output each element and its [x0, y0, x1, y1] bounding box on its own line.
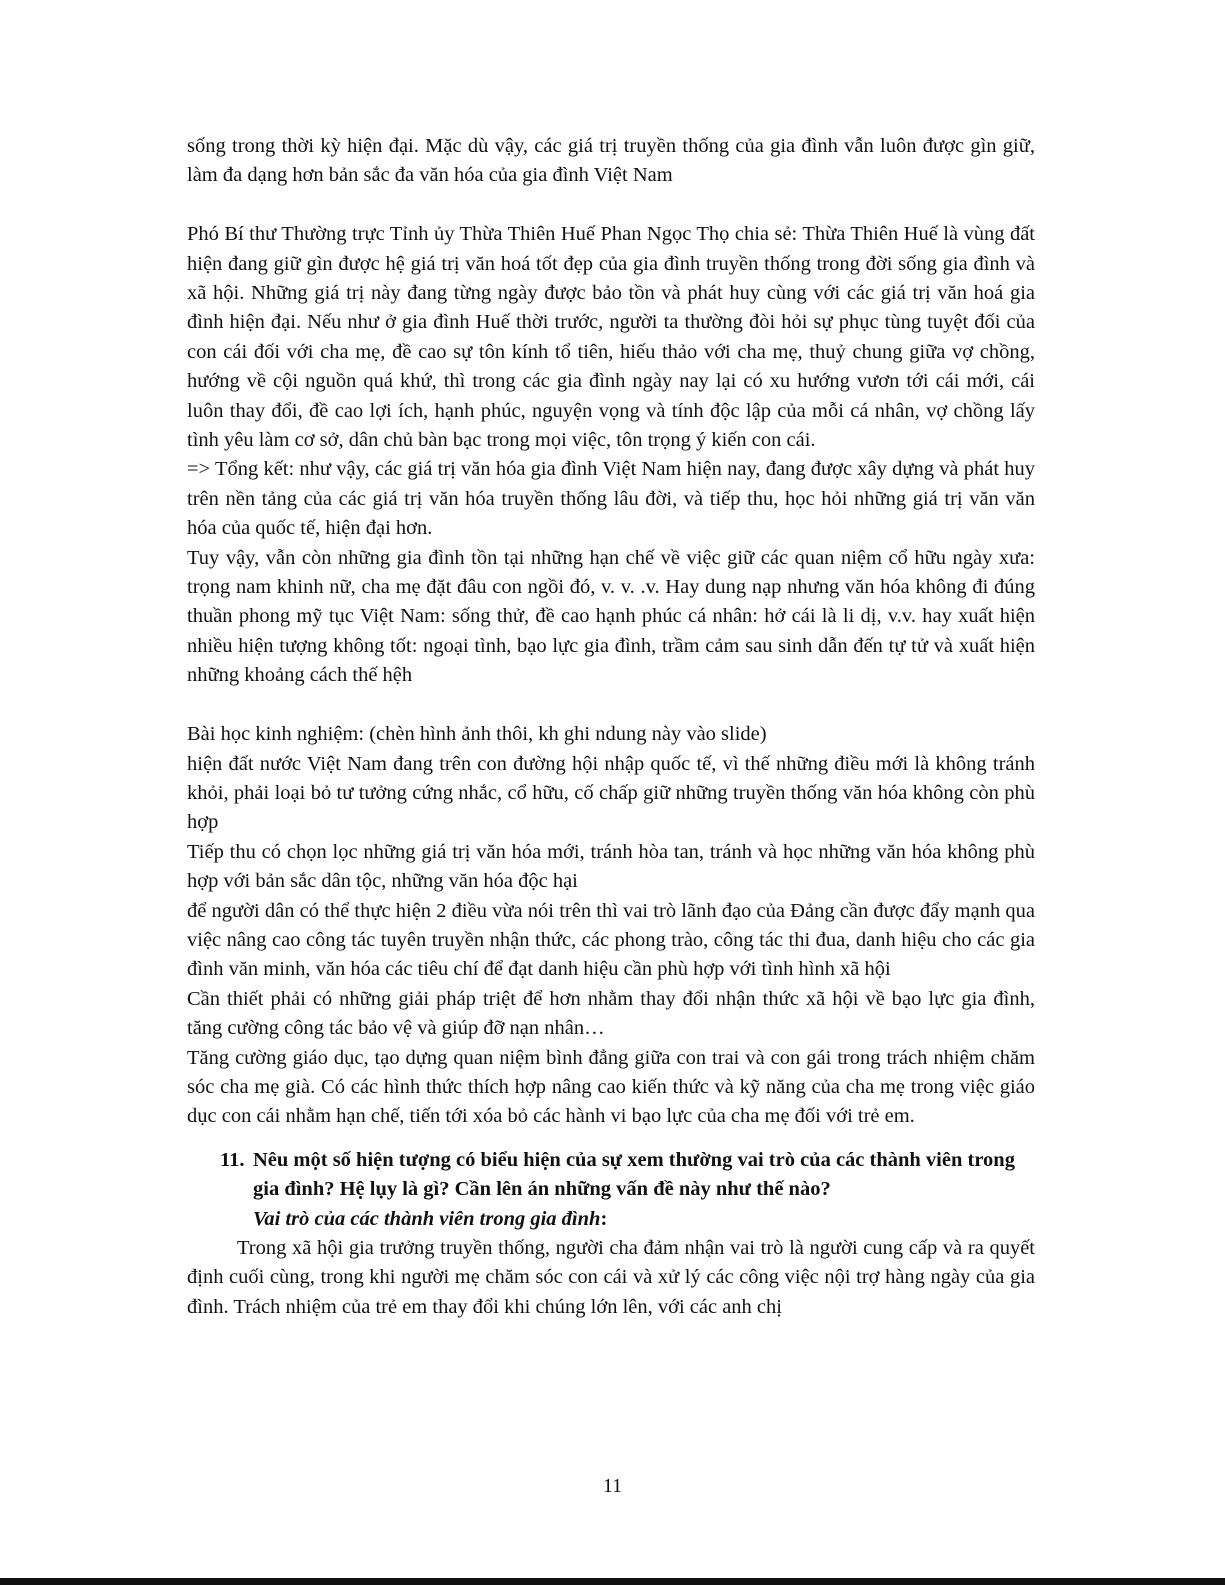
question-subheading	[220, 1205, 1035, 1234]
paragraph-gap	[187, 191, 1035, 220]
subheading-text: Vai trò của các thành viên trong gia đình	[253, 1207, 601, 1230]
question-number: 11.	[220, 1148, 245, 1171]
paragraph-4: Tuy vậy, vẫn còn những gia đình tồn tại những hạn chế về việc giữ các quan niệm cổ hữu ngày xưa: trọng nam khinh nữ, cha mẹ đặt đâu con ngồi đó, v. v. .v. Hay dung nạp nhưng văn hóa không đi đúng thuần phong mỹ tục Việt Nam: sống thử, đề cao hạnh phúc cá nhân: hở cái là li dị, v.v. hay xuất hiện nhiều hiện tượng không tốt: ngoại tình, bạo lực gia đình, trầm cảm sau sinh dẫn đến tự tử và xuất hiện những khoảng cách thế hệh	[187, 546, 1035, 687]
closing-paragraph: Trong xã hội gia trưởng truyền thống, người cha đảm nhận vai trò là người cung cấp và ra quyết định cuối cùng, trong khi người mẹ chăm sóc con cái và xử lý các công việc nội trợ hàng ngày của gia đình. Trách nhiệm của trẻ em thay đổi khi chúng lớn lên, với các anh chị	[187, 1237, 1035, 1318]
paragraph-3: => Tổng kết: như vậy, các giá trị văn hóa gia đình Việt Nam hiện nay, đang được xây dựng và phát huy trên nền tảng của các giá trị văn hóa truyền thống lâu đời, và tiếp thu, học hỏi những giá trị văn văn hóa của quốc tế, hiện đại hơn.	[187, 458, 1035, 540]
page-number: 11	[602, 1475, 623, 1497]
bottom-border	[0, 1578, 1225, 1585]
question-block	[187, 1146, 1035, 1234]
paragraph-gap	[187, 691, 1035, 720]
paragraph-5: Bài học kinh nghiệm: (chèn hình ảnh thôi, kh ghi ndung này vào slide)	[187, 723, 767, 746]
paragraph-1: sống trong thời kỳ hiện đại. Mặc dù vậy, các giá trị truyền thống của gia đình vẫn luôn được gìn giữ, làm đa dạng hơn bản sắc đa văn hóa của gia đình Việt Nam	[187, 135, 1035, 187]
paragraph-10: Tăng cường giáo dục, tạo dựng quan niệm bình đẳng giữa con trai và con gái trong trách nhiệm chăm sóc cha mẹ già. Có các hình thức thích hợp nâng cao kiến thức và kỹ năng của cha mẹ trong việc giáo dục con cái nhằm hạn chế, tiến tới xóa bỏ các hành vi bạo lực của cha mẹ đối với trẻ em.	[187, 1046, 1035, 1128]
paragraph-6: hiện đất nước Việt Nam đang trên con đường hội nhập quốc tế, vì thế những điều mới là không tránh khỏi, phải loại bỏ tư tưởng cứng nhắc, cổ hữu, cố chấp giữ những truyền thống văn hóa không còn phù hợp	[187, 752, 1035, 834]
body-text	[187, 132, 1035, 1322]
paragraph-8: để người dân có thể thực hiện 2 điều vừa nói trên thì vai trò lãnh đạo của Đảng cần được đẩy mạnh qua việc nâng cao công tác tuyên truyền nhận thức, các phong trào, công tác thi đua, danh hiệu cho các gia đình văn minh, văn hóa các tiêu chí để đạt danh hiệu cần phù hợp với tình hình xã hội	[187, 899, 1035, 981]
question-heading	[220, 1146, 1035, 1205]
subheading-suffix: :	[600, 1207, 608, 1230]
paragraph-7: Tiếp thu có chọn lọc những giá trị văn hóa mới, tránh hòa tan, tránh và học những văn hóa không phù hợp với bản sắc dân tộc, những văn hóa độc hại	[187, 840, 1035, 893]
question-title: Nêu một số hiện tượng có biểu hiện của sự xem thường vai trò của các thành viên trong gia đình? Hệ lụy là gì? Cần lên án những vấn đề này như thế nào?	[253, 1148, 1015, 1201]
paragraph-2: Phó Bí thư Thường trực Tỉnh ủy Thừa Thiên Huế Phan Ngọc Thọ chia sẻ: Thừa Thiên Huế là vùng đất hiện đang giữ gìn được hệ giá trị văn hoá tốt đẹp của gia đình truyền thống trong đời sống gia đình và xã hội. Những giá trị này đang từng ngày được bảo tồn và phát huy cùng với các giá trị văn hoá gia đình hiện đại. Nếu như ở gia đình Huế thời trước, người ta thường đòi hỏi sự phục tùng tuyệt đối của con cái đối với cha mẹ, đề cao sự tôn kính tổ tiên, hiếu thảo với cha mẹ, thuỷ chung giữa vợ chồng, hướng về cội nguồn quá khứ, thì trong các gia đình ngày nay lại có xu hướng vươn tới cái mới, cái luôn thay đổi, đề cao lợi ích, hạnh phúc, nguyện vọng và tính độc lập của mỗi cá nhân, vợ chồng lấy tình yêu làm cơ sở, dân chủ bàn bạc trong mọi việc, tôn trọng ý kiến con cái.	[187, 223, 1035, 452]
paragraph-9: Cần thiết phải có những giải pháp triệt để hơn nhằm thay đổi nhận thức xã hội về bạo lực gia đình, tăng cường công tác bảo vệ và giúp đỡ nạn nhân…	[187, 987, 1035, 1040]
